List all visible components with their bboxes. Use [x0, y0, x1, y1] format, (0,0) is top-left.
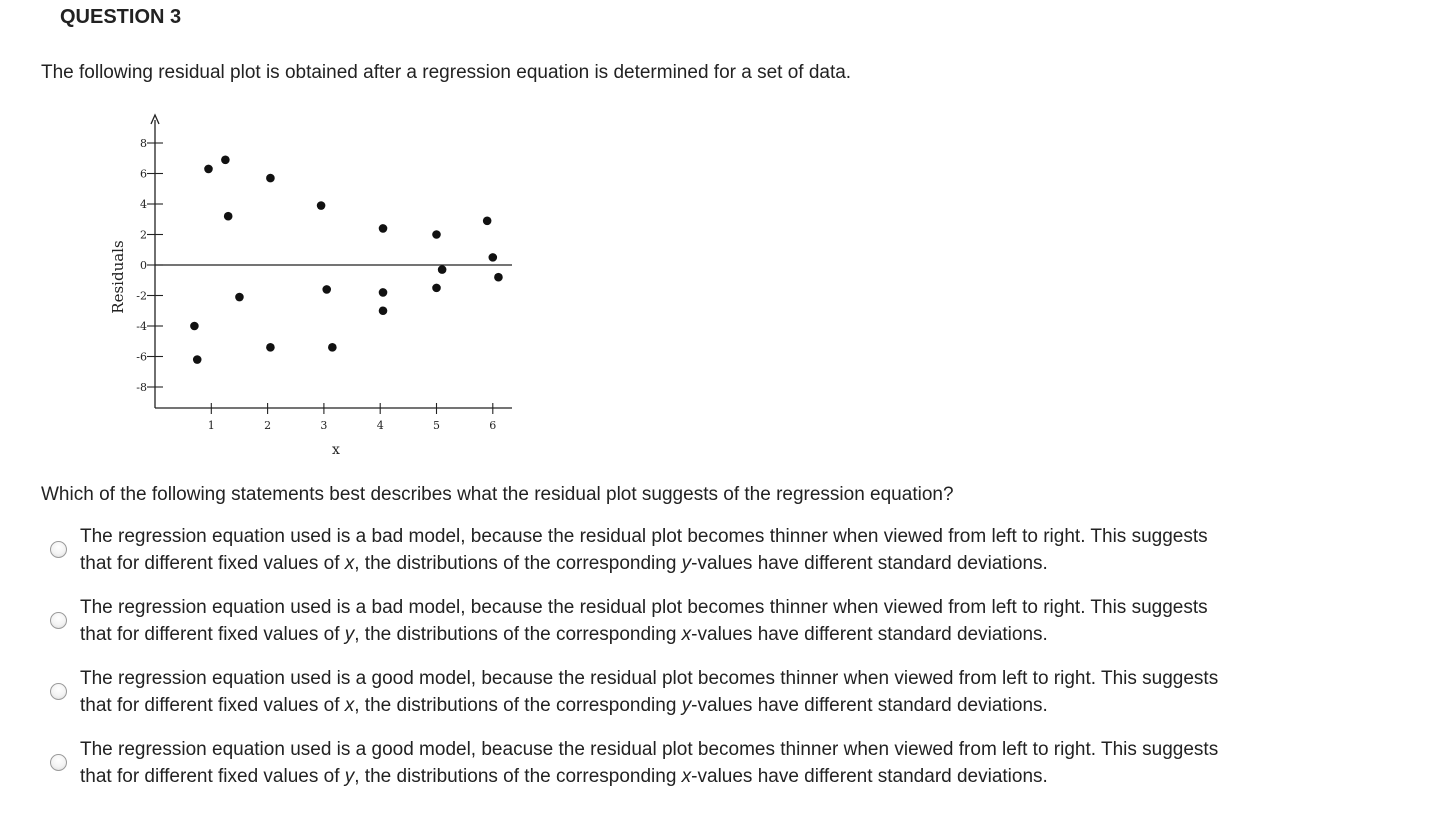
answer-text-segment: , the distributions of the corresponding	[354, 553, 682, 574]
answer-fixed-variable: x	[344, 695, 355, 716]
x-tick-label: 3	[320, 419, 328, 432]
data-point	[489, 253, 498, 262]
data-point	[266, 343, 275, 352]
answer-option-4[interactable]	[50, 736, 1340, 796]
data-point	[235, 293, 244, 302]
answer-text-segment: that for different fixed values of	[80, 695, 345, 716]
answer-text-segment: that for different fixed values of	[80, 624, 345, 645]
answer-option-1[interactable]	[50, 523, 1340, 583]
answer-other-variable: y	[681, 553, 692, 574]
data-point	[190, 322, 199, 331]
answer-text-line1: The regression equation used is a good model, because the residual plot becomes thinner when viewed from left to right. This suggests	[80, 668, 1219, 689]
answer-text-segment: , the distributions of the corresponding	[354, 766, 682, 787]
answer-fixed-variable: y	[344, 766, 355, 787]
answer-other-variable: x	[681, 766, 692, 787]
x-tick-label: 6	[489, 419, 497, 432]
answer-radio-4[interactable]	[50, 754, 67, 771]
data-point	[432, 284, 441, 293]
data-point	[266, 174, 275, 183]
question-prompt: Which of the following statements best describes what the residual plot suggests of the regression equation?	[41, 484, 954, 505]
data-point	[379, 224, 388, 233]
y-tick-label: 0	[140, 259, 147, 272]
y-tick-label: 2	[140, 228, 147, 242]
answer-text-line1: The regression equation used is a good model, beacuse the residual plot becomes thinner when viewed from left to right. This suggests	[80, 739, 1219, 760]
data-point	[494, 273, 503, 282]
answer-text-segment: that for different fixed values of	[80, 766, 345, 787]
answer-text-segment: , the distributions of the corresponding	[354, 695, 682, 716]
answer-fixed-variable: x	[344, 553, 355, 574]
answer-radio-1[interactable]	[50, 541, 67, 558]
x-tick-label: 1	[207, 419, 215, 432]
answer-option-2[interactable]	[50, 594, 1340, 654]
answer-text-segment: that for different fixed values of	[80, 553, 345, 574]
y-axis-label: Residuals	[109, 240, 127, 314]
y-tick-label: 4	[140, 198, 147, 211]
answer-text-4	[80, 736, 1330, 790]
data-point	[379, 288, 388, 297]
y-tick-label: -8	[136, 381, 147, 394]
x-tick-label: 5	[433, 419, 440, 432]
data-point	[204, 165, 213, 174]
answer-radio-2[interactable]	[50, 612, 67, 629]
answer-text-line1: The regression equation used is a bad model, because the residual plot becomes thinner when viewed from left to right. This suggests	[80, 526, 1208, 547]
data-point	[317, 201, 326, 210]
x-tick-label: 4	[376, 419, 384, 432]
data-point	[432, 230, 441, 239]
answer-text-segment: , the distributions of the corresponding	[354, 624, 682, 645]
data-point	[328, 343, 337, 352]
data-point	[483, 216, 492, 225]
data-point	[322, 285, 331, 294]
question-stem: The following residual plot is obtained after a regression equation is determined for a set of data.	[41, 62, 852, 83]
residual-plot	[100, 108, 530, 468]
x-axis-label: x	[332, 442, 340, 458]
answer-fixed-variable: y	[344, 624, 355, 645]
answer-text-segment: -values have different standard deviations.	[691, 553, 1048, 574]
answer-radio-3[interactable]	[50, 683, 67, 700]
data-point	[221, 155, 230, 164]
data-point	[193, 355, 202, 364]
data-point	[224, 212, 233, 221]
y-tick-label: 6	[140, 167, 147, 181]
answer-option-3[interactable]	[50, 665, 1340, 725]
answer-text-segment: -values have different standard deviations.	[691, 695, 1048, 716]
y-tick-label: -6	[136, 350, 147, 364]
y-tick-label: 8	[140, 137, 147, 150]
answer-other-variable: y	[681, 695, 692, 716]
answer-text-segment: -values have different standard deviations.	[691, 624, 1048, 645]
data-point	[379, 306, 388, 315]
answer-other-variable: x	[681, 624, 692, 645]
y-tick-label: -4	[136, 320, 147, 333]
answer-text-3	[80, 665, 1330, 719]
data-point	[438, 265, 447, 274]
question-title: QUESTION 3	[60, 6, 182, 28]
answer-text-line1: The regression equation used is a bad model, because the residual plot becomes thinner when viewed from left to right. This suggests	[80, 597, 1208, 618]
x-tick-label: 2	[264, 419, 272, 432]
answer-text-segment: -values have different standard deviations.	[691, 766, 1048, 787]
answer-text-2	[80, 594, 1330, 648]
y-tick-label: -2	[136, 289, 147, 303]
answer-text-1	[80, 523, 1330, 577]
